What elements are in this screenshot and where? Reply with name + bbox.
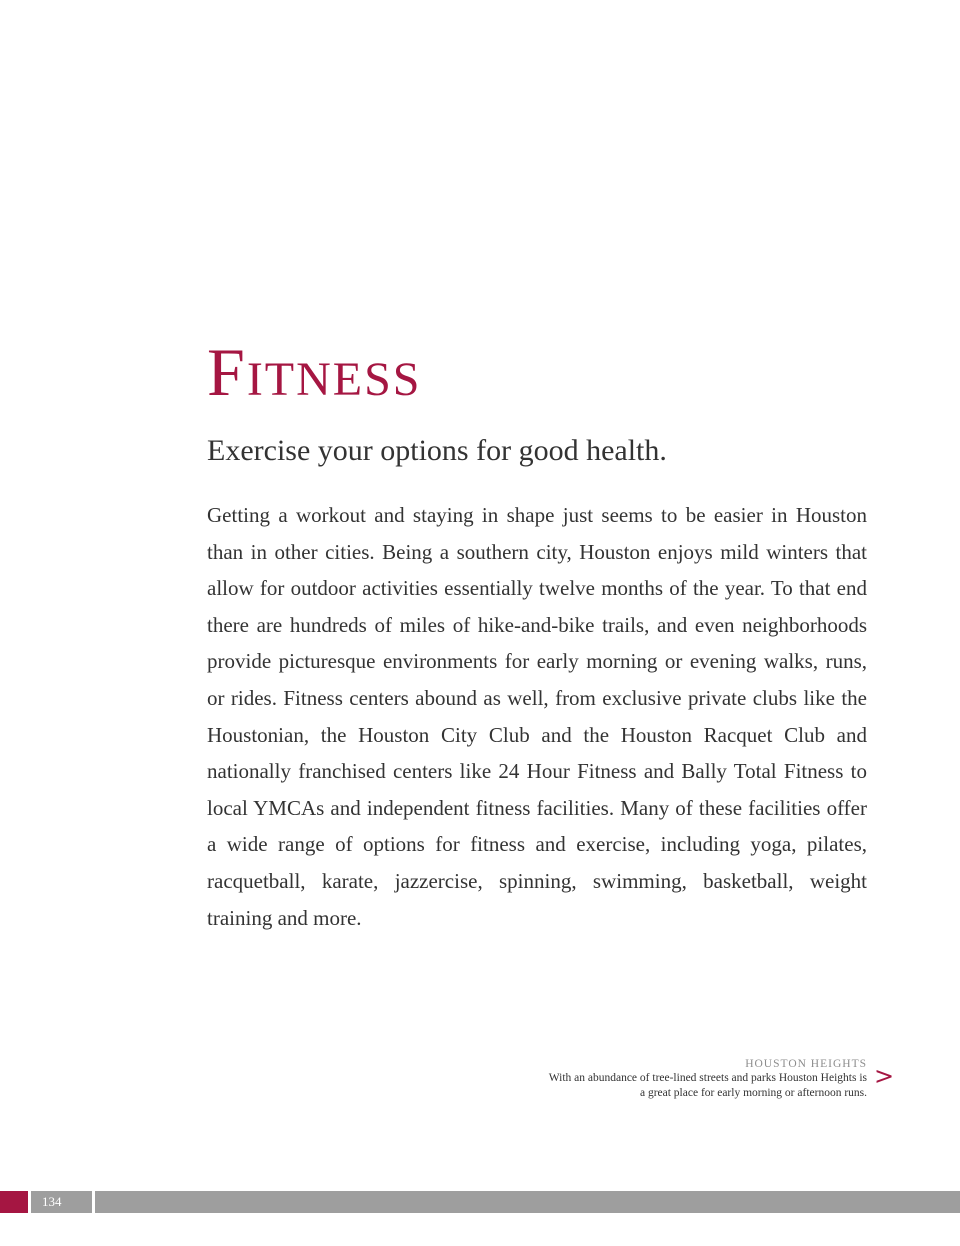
page-title: Fitness: [207, 334, 422, 410]
chevron-right-icon: >: [874, 1062, 895, 1090]
footer-accent-block: [0, 1191, 28, 1213]
page-subtitle: Exercise your options for good health.: [207, 434, 667, 467]
photo-caption: [547, 1057, 867, 1101]
caption-heading: HOUSTON HEIGHTS: [745, 1058, 867, 1070]
caption-text: With an abundance of tree-lined streets and parks Houston Heights is a great place for early morning or afternoon runs.: [548, 1072, 867, 1099]
body-paragraph: Getting a workout and staying in shape just seems to be easier in Houston than in other cities. Being a southern city, Houston enjoys mild winters that allow for outdoor activities essentially twelve months of the year. To that end there are hundreds of miles of hike-and-bike trails, and even neighborhoods provide picturesque environments for early morning or evening walks, runs, or rides. Fitness centers abound as well, from exclusive private clubs like the Houstonian, the Houston City Club and the Houston Racquet Club and nationally franchised centers like 24 Hour Fitness and Bally Total Fitness to local YMCAs and independent fitness facilities. Many of these facilities offer a wide range of options for fitness and exercise, including yoga, pilates, racquetball, karate, jazzercise, spinning, swimming, basketball, weight training and more.: [207, 503, 867, 930]
footer-bar: [0, 1191, 960, 1213]
footer-rule: [95, 1191, 960, 1213]
page-number: 134: [31, 1191, 92, 1213]
